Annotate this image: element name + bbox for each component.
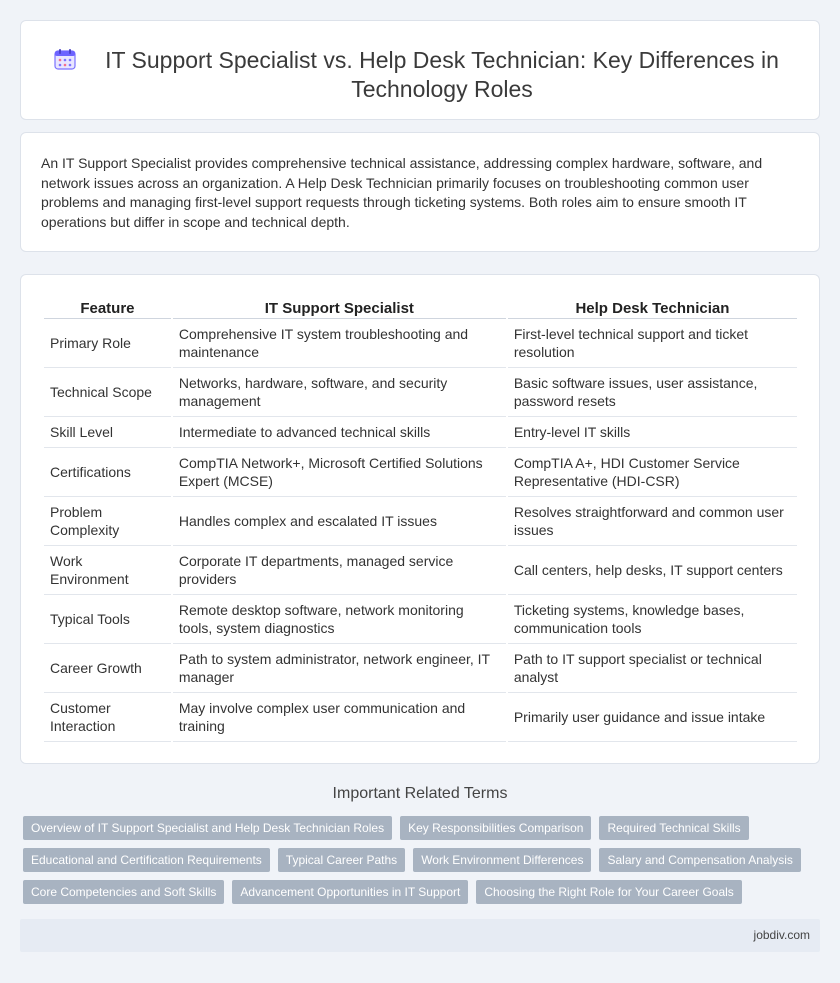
comparison-table [42, 295, 799, 742]
help-desk-cell: First-level technical support and ticket resolution [508, 319, 797, 368]
help-desk-cell: Ticketing systems, knowledge bases, communication tools [508, 595, 797, 644]
it-support-cell: Handles complex and escalated IT issues [173, 497, 506, 546]
table-row [44, 693, 797, 742]
comparison-card [20, 274, 820, 764]
feature-cell: Work Environment [44, 546, 171, 595]
feature-cell: Skill Level [44, 417, 171, 448]
related-term-tag[interactable]: Required Technical Skills [599, 816, 748, 840]
table-row [44, 448, 797, 497]
it-support-cell: Path to system administrator, network engineer, IT manager [173, 644, 506, 693]
help-desk-cell: Primarily user guidance and issue intake [508, 693, 797, 742]
related-term-tag[interactable]: Typical Career Paths [278, 848, 405, 872]
it-support-cell: Intermediate to advanced technical skills [173, 417, 506, 448]
it-support-cell: May involve complex user communication and training [173, 693, 506, 742]
table-row [44, 546, 797, 595]
page-title: IT Support Specialist vs. Help Desk Technician: Key Differences in Technology Roles [105, 47, 779, 102]
related-term-tag[interactable]: Salary and Compensation Analysis [599, 848, 800, 872]
table-row [44, 644, 797, 693]
feature-cell: Typical Tools [44, 595, 171, 644]
table-row [44, 595, 797, 644]
footer-bar [20, 919, 820, 952]
feature-cell: Primary Role [44, 319, 171, 368]
help-desk-cell: Path to IT support specialist or technical analyst [508, 644, 797, 693]
related-term-tag[interactable]: Advancement Opportunities in IT Support [232, 880, 468, 904]
related-term-tag[interactable]: Choosing the Right Role for Your Career Goals [476, 880, 741, 904]
table-row [44, 497, 797, 546]
intro-paragraph: An IT Support Specialist provides comprehensive technical assistance, addressing complex hardware, software, and network issues across an organization. A Help Desk Technician primarily focuses on troubleshooting common user problems and managing first-level support requests through ticketing systems. Both roles aim to ensure smooth IT operations but differ in scope and technical depth. [41, 155, 763, 230]
related-term-tag[interactable]: Overview of IT Support Specialist and Help Desk Technician Roles [23, 816, 392, 840]
header-feature: Feature [44, 295, 171, 319]
related-terms-list [23, 816, 803, 912]
related-terms-title: Important Related Terms [332, 785, 508, 802]
header-it-support: IT Support Specialist [173, 295, 506, 319]
table-row [44, 368, 797, 417]
related-term-tag[interactable]: Key Responsibilities Comparison [400, 816, 591, 840]
feature-cell: Certifications [44, 448, 171, 497]
related-term-tag[interactable]: Work Environment Differences [413, 848, 591, 872]
it-support-cell: Comprehensive IT system troubleshooting and maintenance [173, 319, 506, 368]
feature-cell: Problem Complexity [44, 497, 171, 546]
it-support-cell: Networks, hardware, software, and security management [173, 368, 506, 417]
feature-cell: Career Growth [44, 644, 171, 693]
title-card [20, 20, 820, 120]
help-desk-cell: Call centers, help desks, IT support centers [508, 546, 797, 595]
related-term-tag[interactable]: Educational and Certification Requirements [23, 848, 270, 872]
footer-site-link[interactable]: jobdiv.com [753, 928, 810, 942]
table-row [44, 417, 797, 448]
it-support-cell: Remote desktop software, network monitoring tools, system diagnostics [173, 595, 506, 644]
help-desk-cell: Resolves straightforward and common user issues [508, 497, 797, 546]
table-row [44, 319, 797, 368]
it-support-cell: Corporate IT departments, managed service providers [173, 546, 506, 595]
header-help-desk: Help Desk Technician [508, 295, 797, 319]
feature-cell: Technical Scope [44, 368, 171, 417]
it-support-cell: CompTIA Network+, Microsoft Certified Solutions Expert (MCSE) [173, 448, 506, 497]
related-term-tag[interactable]: Core Competencies and Soft Skills [23, 880, 224, 904]
help-desk-cell: CompTIA A+, HDI Customer Service Representative (HDI-CSR) [508, 448, 797, 497]
feature-cell: Customer Interaction [44, 693, 171, 742]
help-desk-cell: Basic software issues, user assistance, password resets [508, 368, 797, 417]
help-desk-cell: Entry-level IT skills [508, 417, 797, 448]
intro-card [20, 132, 820, 252]
